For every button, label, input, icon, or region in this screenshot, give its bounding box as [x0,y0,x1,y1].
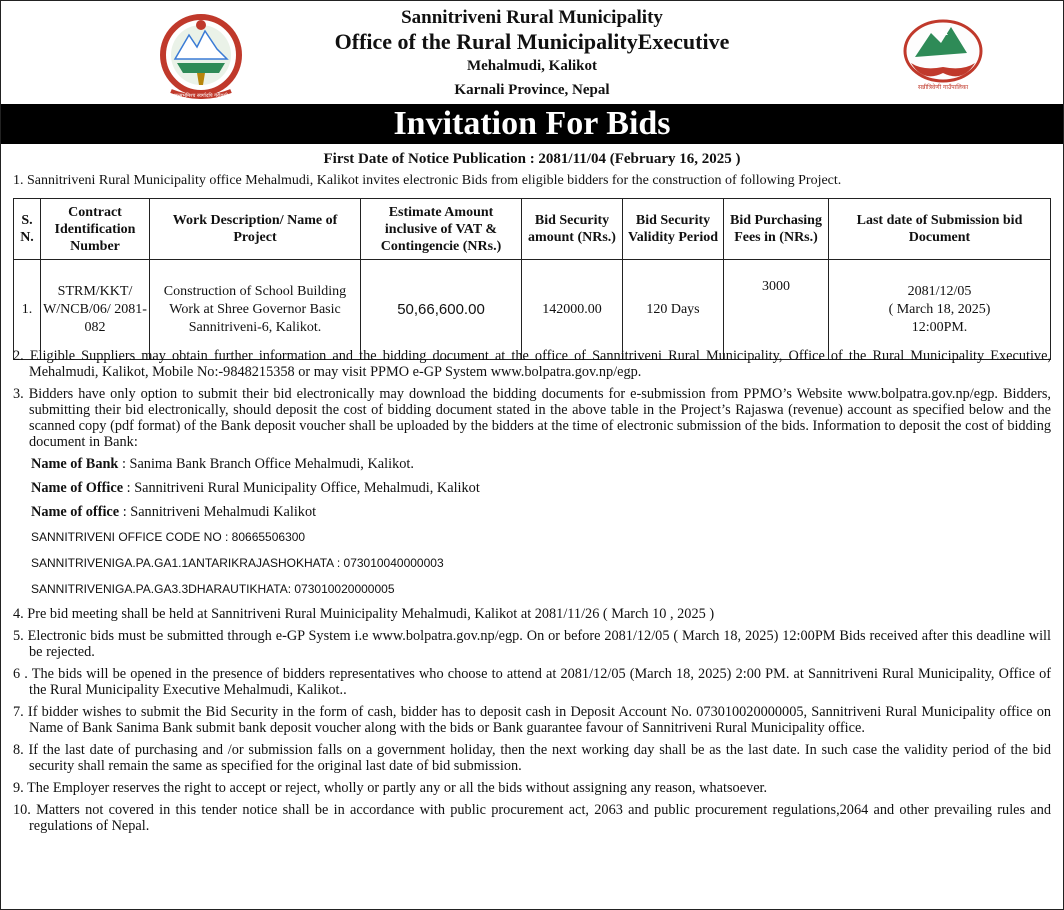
address-line: Mehalmudi, Kalikot [466,58,597,74]
header-last-date: Last date of Submission bid Document [829,199,1051,260]
municipality-logo-text: सन्नीत्रिवेणी गाउँपालिका [918,84,968,91]
cell-validity: 120 Days [623,260,724,360]
emblem-motto: जन्मभूमिश्च स्वर्गादपि गरीयसी [174,93,228,99]
cell-contract-id: STRM/KKT/ W/NCB/06/ 2081-082 [41,260,150,360]
last-date-time: 12:00PM. [911,319,968,335]
table-row [14,260,1051,360]
paragraph-8: 8. If the last date of purchasing and /or submission falls on a government holiday, then the next working day shall be as the last date. In such case the validity period of the bid security shall remain the same as specified for the original last date of bid submission. [13,742,1051,774]
cell-estimate: 50,66,600.00 [361,260,522,360]
header-bid-security: Bid Security amount (NRs.) [522,199,623,260]
paragraph-9: 9. The Employer reserves the right to accept or reject, wholly or partly any or all the bids without assigning any reason, whatsoever. [13,780,768,796]
paragraph-7: 7. If bidder wishes to submit the Bid Security in the form of cash, bidder has to deposit cash in Deposit Account No. 073010020000005, Sannitriveni Rural Municipality office on Name of Bank Sanima Bank submit bank deposit voucher along with the bids or Bank guarantee favour of Sannitriveni Rural Municipality office. [13,704,1051,736]
paragraph-4: 4. Pre bid meeting shall be held at Sannitriveni Rural Muinicipality Mehalmudi, Kalikot at 2081/11/26 ( March 10 , 2025 ) [13,606,715,622]
cell-fees: 3000 [724,260,829,360]
office-name-value: : Sannitriveni Rural Municipality Office, Mehalmudi, Kalikot [123,480,480,496]
header-estimate: Estimate Amount inclusive of VAT & Contingencie (NRs.) [361,199,522,260]
bank-name-value: : Sanima Bank Branch Office Mehalmudi, Kalikot. [118,456,414,472]
paragraph-5: 5. Electronic bids must be submitted through e-GP System i.e www.bolpatra.gov.np/egp. On or before 2081/12/05 ( March 18, 2025) 12:00PM Bids received after this deadline will be rejected. [13,628,1051,660]
municipality-logo-icon [893,13,993,93]
office2-name-line [13,504,1051,520]
municipality-name: Sannitriveni Rural Municipality [401,7,663,28]
paragraph-1: 1. Sannitriveni Rural Municipality office Mehalmudi, Kalikot invites electronic Bids from eligible bidders for the construction of following Project. [13,173,842,188]
header-contract-id: Contract Identification Number [41,199,150,260]
cell-sn: 1. [14,260,41,360]
cell-work: Construction of School Building Work at Shree Governor Basic Sannitriveni-6, Kalikot. [150,260,361,360]
office-code-line: SANNITRIVENI OFFICE CODE NO : 80665506300 [31,530,306,544]
office2-name-label: Name of office [31,504,120,520]
office2-name-value: : Sannitriveni Mehalmudi Kalikot [119,504,317,520]
bank-name-label: Name of Bank [31,456,119,472]
header-sn: S. N. [14,199,41,260]
header-validity: Bid Security Validity Period [623,199,724,260]
letterhead [1,1,1063,103]
paragraph-2: 2. Eligible Suppliers may obtain further information and the bidding document at the office of Sannitriveni Rural Municipality, Office of the Rural Municipality Executive, Mehalmudi, Kalikot, Mobile No:-9848215358 or may visit PPMO e-GP System www.bolpatra.gov.np/egp. [13,348,1051,380]
notice-items [13,348,1051,834]
office-name: Office of the Rural MunicipalityExecutive [334,29,730,54]
last-date-ad: ( March 18, 2025) [888,301,991,317]
paragraph-6: 6 . The bids will be opened in the presence of bidders representatives who choose to attend at 2081/12/05 (March 18, 2025) 2:00 PM. at Sannitriveni Rural Municipality, Office of the Rural Municipality Executive Mehalmudi, Kalikot.. [13,666,1051,698]
revenue-account-line: SANNITRIVENIGA.PA.GA1.1ANTARIKRAJASHOKHATA : 073010040000003 [31,556,444,570]
deposit-account-line: SANNITRIVENIGA.PA.GA3.3DHARAUTIKHATA: 073010020000005 [31,582,395,596]
office-name-label: Name of Office [31,480,124,496]
paragraph-10: 10. Matters not covered in this tender notice shall be in accordance with public procurement act, 2063 and public procurement regulations,2064 and other prevailing rules and regulations of Nepal. [13,802,1051,834]
cell-bid-security: 142000.00 [522,260,623,360]
province-line: Karnali Province, Nepal [454,82,610,98]
office-name-line [13,480,1051,496]
notice-title: Invitation For Bids [1,104,1063,144]
header-work: Work Description/ Name of Project [150,199,361,260]
bid-table [13,198,1051,360]
header-fees: Bid Purchasing Fees in (NRs.) [724,199,829,260]
cell-last-date [829,260,1051,360]
last-date-bs: 2081/12/05 [907,283,972,299]
table-header-row [14,199,1051,260]
publication-date: First Date of Notice Publication : 2081/11/04 (February 16, 2025 ) [323,151,741,167]
bank-name-line [13,456,1051,472]
paragraph-3: 3. Bidders have only option to submit their bid electronically may download the bidding documents for e-submission from PPMO’s Website www.bolpatra.gov.np/egp. Bidders, submitting their bid electronically, should deposit the cost of bidding document stated in the above table in the Project’s Rajaswa (revenue) account as specified below and the scanned copy (pdf format) of the Bank deposit voucher shall be uploaded by the bidders at the time of electronic submission of the bids. Information to deposit the cost of bidding document in Bank: [13,386,1051,450]
